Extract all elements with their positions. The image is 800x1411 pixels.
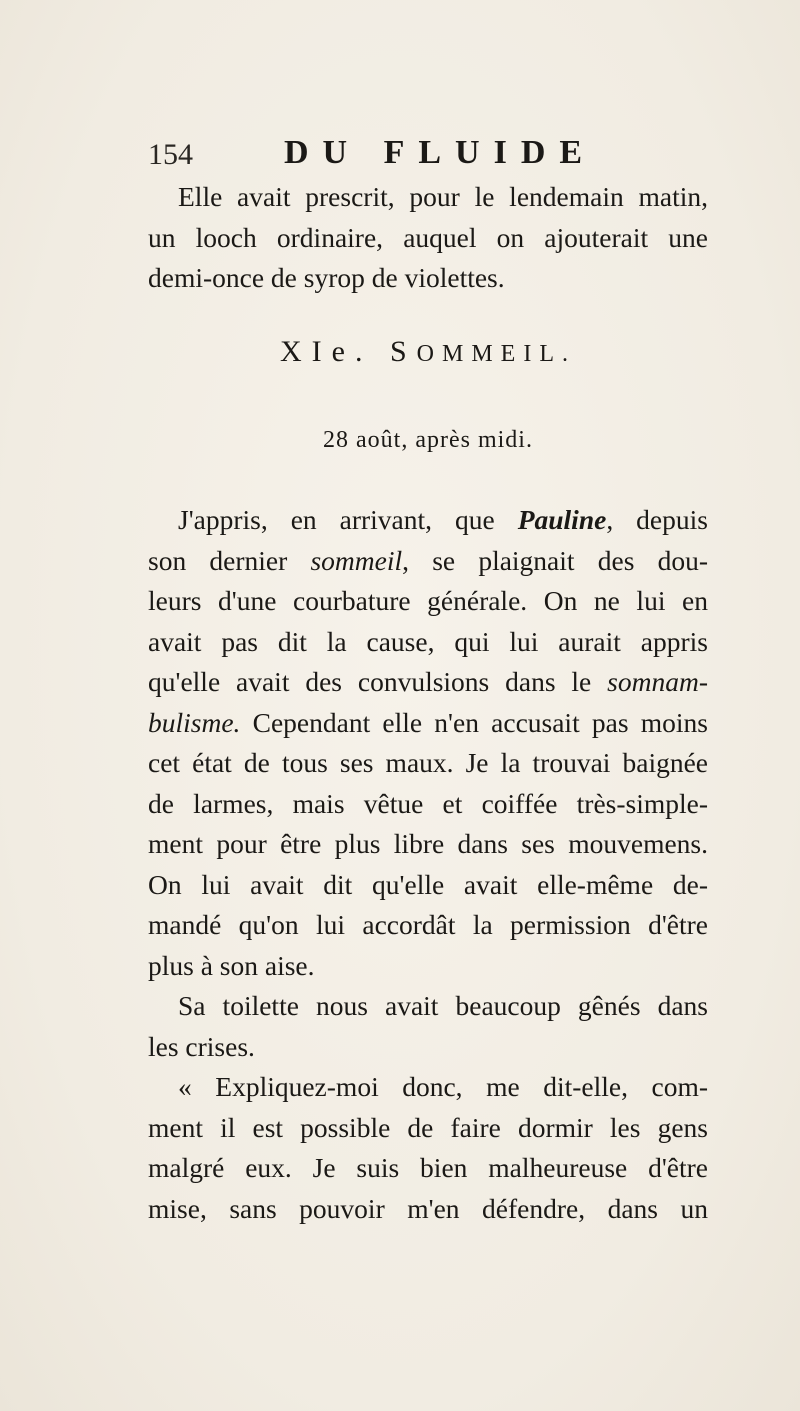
- text-line: [148, 662, 708, 703]
- text-line: mise, sans pouvoir m'en défendre, dans un: [148, 1192, 708, 1224]
- section-title-initial: S: [389, 335, 417, 368]
- text-line: On lui avait dit qu'elle avait elle-même de-: [148, 868, 708, 900]
- text-line: ment il est possible de faire dormir les gens: [148, 1111, 708, 1143]
- text-line: [148, 703, 708, 744]
- text-run: son dernier: [148, 544, 311, 576]
- page-header: [148, 134, 708, 182]
- paragraph-prescription: [148, 177, 708, 299]
- text-line: « Expliquez-moi donc, me dit-elle, com-: [178, 1071, 708, 1102]
- text-line: les crises.: [148, 1030, 255, 1062]
- text-line: plus à son aise.: [148, 949, 315, 981]
- text-line: demi-once de syrop de violettes.: [148, 262, 505, 293]
- text-run: , se plaignait des dou-: [402, 544, 708, 576]
- text-line: Elle avait prescrit, pour le lendemain matin,: [178, 181, 708, 212]
- section-title-rest: OMMEIL.: [416, 341, 576, 367]
- page-number: 154: [148, 138, 193, 171]
- text-line: avait pas dit la cause, qui lui aurait appris: [148, 625, 708, 657]
- text-line: un looch ordinaire, auquel on ajouterait une: [148, 221, 708, 253]
- body-text: [148, 500, 708, 1229]
- text-line: leurs d'une courbature générale. On ne lui en: [148, 585, 708, 616]
- text-run: qu'elle avait des convulsions dans le: [148, 666, 608, 697]
- person-name: Pauline: [517, 504, 607, 535]
- italic-term: bulisme.: [148, 706, 241, 738]
- text-line: mandé qu'on lui accordât la permission d'être: [148, 909, 708, 940]
- text-line: Sa toilette nous avait beaucoup gênés dans: [178, 990, 708, 1021]
- text-line: ment pour être plus libre dans ses mouvemens.: [148, 828, 708, 859]
- text-line: cet état de tous ses maux. Je la trouvai baignée: [148, 747, 708, 778]
- italic-term: sommeil: [310, 544, 403, 576]
- text-run: , depuis: [606, 504, 708, 535]
- text-run: Cependant elle n'en accusait pas moins: [240, 706, 708, 738]
- date-line: 28 août, après midi.: [323, 427, 533, 453]
- italic-term: somnam-: [607, 666, 708, 697]
- text-line: de larmes, mais vêtue et coiffée très-simple-: [148, 787, 708, 819]
- section-title: [390, 335, 576, 368]
- section-number: XIe.: [280, 335, 373, 368]
- section-heading: [148, 335, 708, 369]
- text-line: [148, 541, 708, 582]
- running-title: DU FLUIDE: [284, 134, 597, 171]
- text-run: J'appris, en arrivant, que: [178, 504, 518, 535]
- text-line: [148, 500, 708, 541]
- text-line: malgré eux. Je suis bien malheureuse d'être: [148, 1152, 708, 1183]
